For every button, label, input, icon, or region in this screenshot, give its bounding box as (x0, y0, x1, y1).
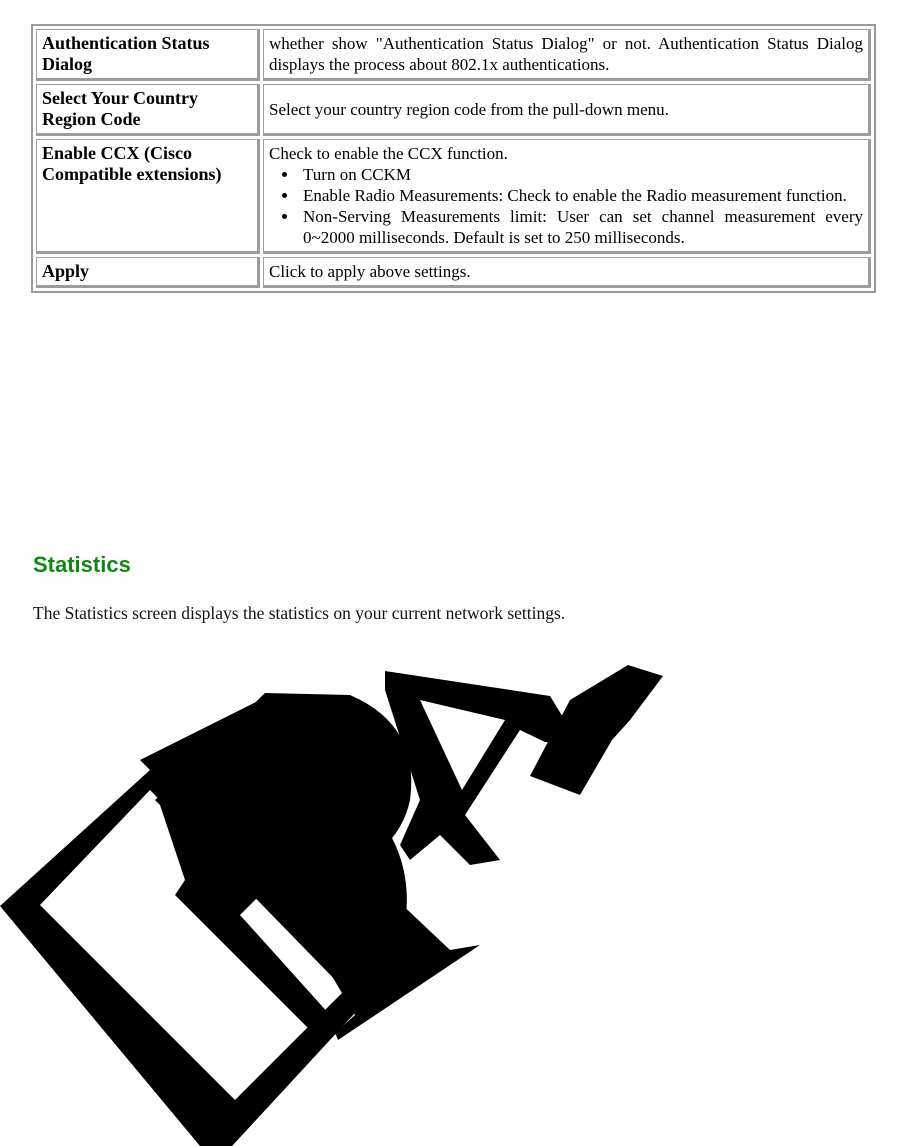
list-item: • Turn on CCKM (299, 164, 863, 185)
watermark-letter-f (530, 665, 663, 795)
settings-table (31, 24, 876, 293)
watermark-letter-r (155, 693, 480, 1040)
ccx-intro: Check to enable the CCX function. (269, 144, 508, 163)
term-apply: Apply (36, 257, 260, 288)
watermark-letter-d (0, 700, 407, 1146)
description-authentication-status-dialog: whether show "Authentication Status Dialog" or not. Authentication Status Dialog displays the process about 802.1x authentications. (263, 29, 871, 81)
section-text: The Statistics screen displays the statistics on your current network settings. (33, 603, 566, 623)
table-row (36, 139, 871, 254)
description-apply: Click to apply above settings. (263, 257, 871, 288)
ccx-bullet-list (269, 164, 863, 248)
list-item: • Enable Radio Measurements: Check to enable the Radio measurement function. (299, 185, 863, 206)
table-row (36, 257, 871, 288)
description-country-region-code: Select your country region code from the pull-down menu. (263, 84, 871, 136)
section-heading: Statistics (33, 552, 131, 577)
list-item: • Non-Serving Measurements limit: User can set channel measurement every 0~2000 milliseconds. Default is set to 250 milliseconds. (299, 206, 863, 248)
watermark-letter-a (385, 671, 580, 865)
table-row (36, 84, 871, 136)
description-enable-ccx (263, 139, 871, 254)
table-row (36, 29, 871, 81)
term-country-region-code: Select Your Country Region Code (36, 84, 260, 136)
term-authentication-status-dialog: Authentication Status Dialog (36, 29, 260, 81)
term-enable-ccx: Enable CCX (Cisco Compatible extensions) (36, 139, 260, 254)
